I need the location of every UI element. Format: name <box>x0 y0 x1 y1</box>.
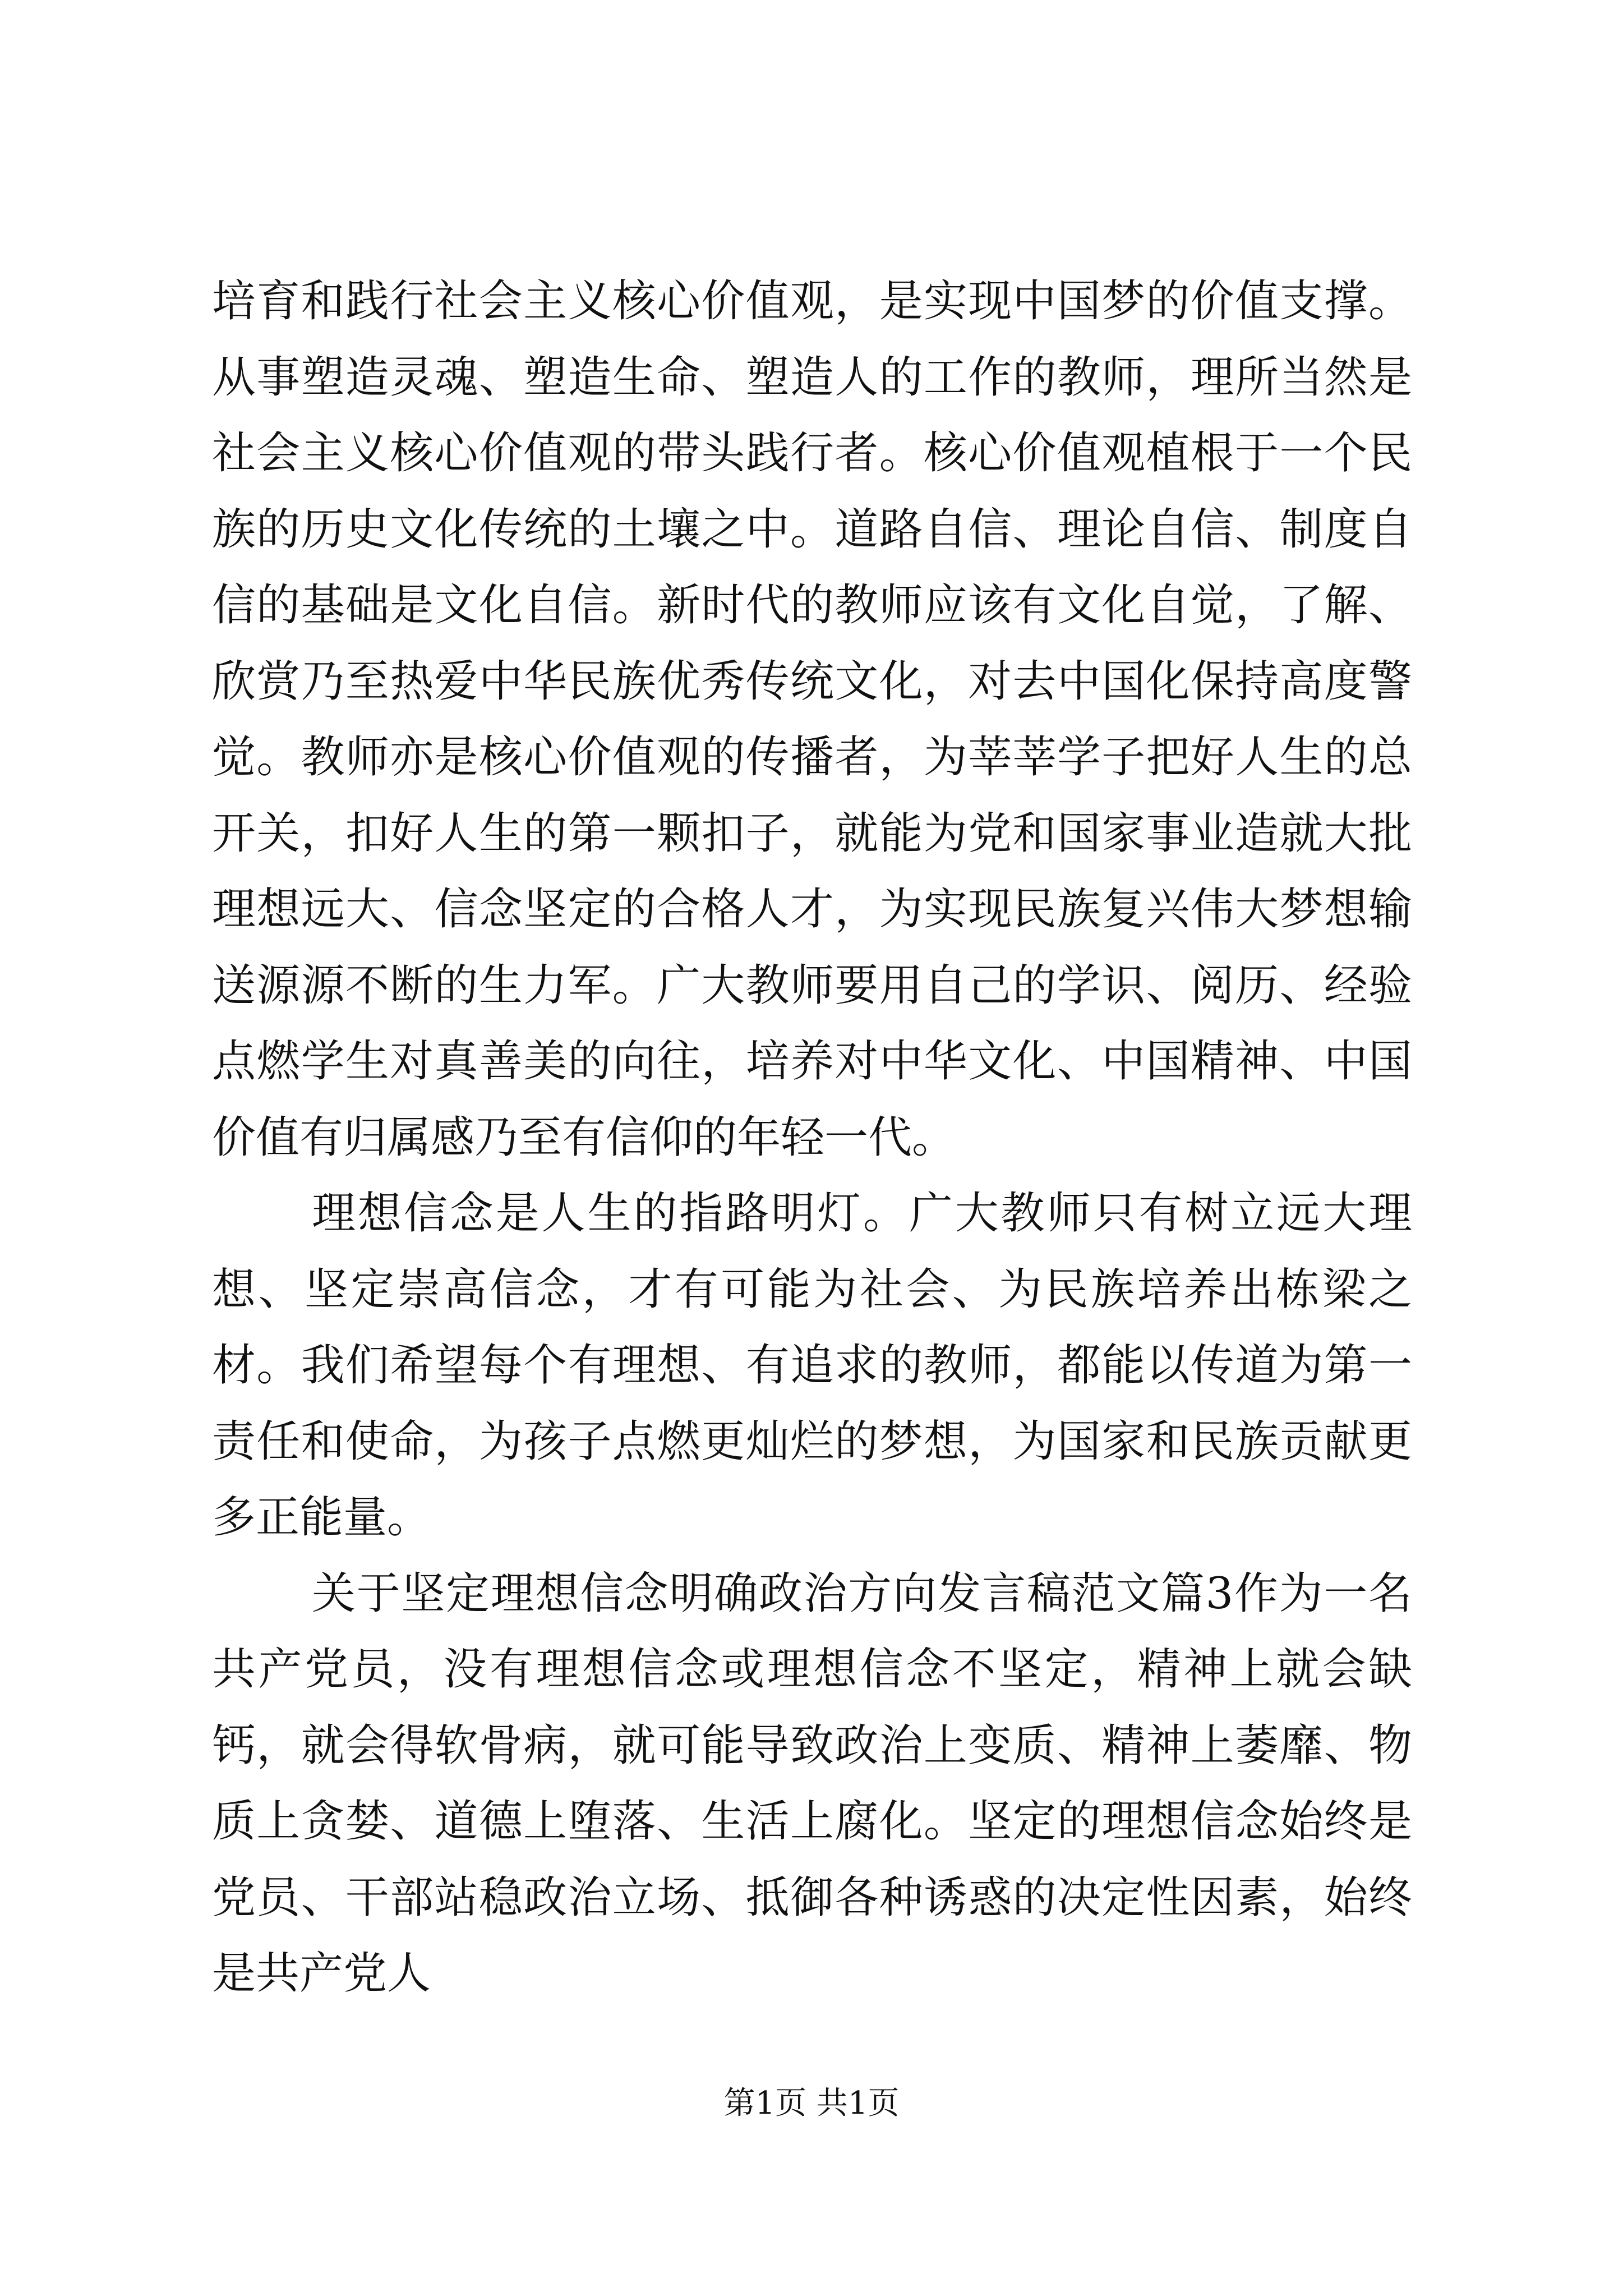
paragraph-2: 理想信念是人生的指路明灯。广大教师只有树立远大理想、坚定崇高信念，才有可能为社会、为民族培养出栋梁之材。我们希望每个有理想、有追求的教师，都能以传道为第一责任和使命，为孩子点燃更灿烂的梦想，为国家和民族贡献更多正能量。 <box>212 1188 1412 1543</box>
document-body <box>212 264 1412 2012</box>
paragraph-3: 关于坚定理想信念明确政治方向发言稿范文篇3作为一名共产党员，没有理想信念或理想信念不坚定，精神上就会缺钙，就会得软骨病，就可能导致政治上变质、精神上萎靡、物质上贪婪、道德上堕落、生活上腐化。坚定的理想信念始终是党员、干部站稳政治立场、抵御各种诱惑的决定性因素，始终是共产党人 <box>212 1568 1412 1999</box>
paragraph-1: 培育和践行社会主义核心价值观，是实现中国梦的价值支撑。从事塑造灵魂、塑造生命、塑造人的工作的教师，理所当然是社会主义核心价值观的带头践行者。核心价值观植根于一个民族的历史文化传统的土壤之中。道路自信、理论自信、制度自信的基础是文化自信。新时代的教师应该有文化自觉，了解、欣赏乃至热爱中华民族优秀传统文化，对去中国化保持高度警觉。教师亦是核心价值观的传播者，为莘莘学子把好人生的总开关，扣好人生的第一颗扣子，就能为党和国家事业造就大批理想远大、信念坚定的合格人才，为实现民族复兴伟大梦想输送源源不断的生力军。广大教师要用自己的学识、阅历、经验点燃学生对真善美的向往，培养对中华文化、中国精神、中国价值有归属感乃至有信仰的年轻一代。 <box>212 276 1412 1163</box>
page-footer: 第1页 共1页 <box>723 2085 900 2122</box>
